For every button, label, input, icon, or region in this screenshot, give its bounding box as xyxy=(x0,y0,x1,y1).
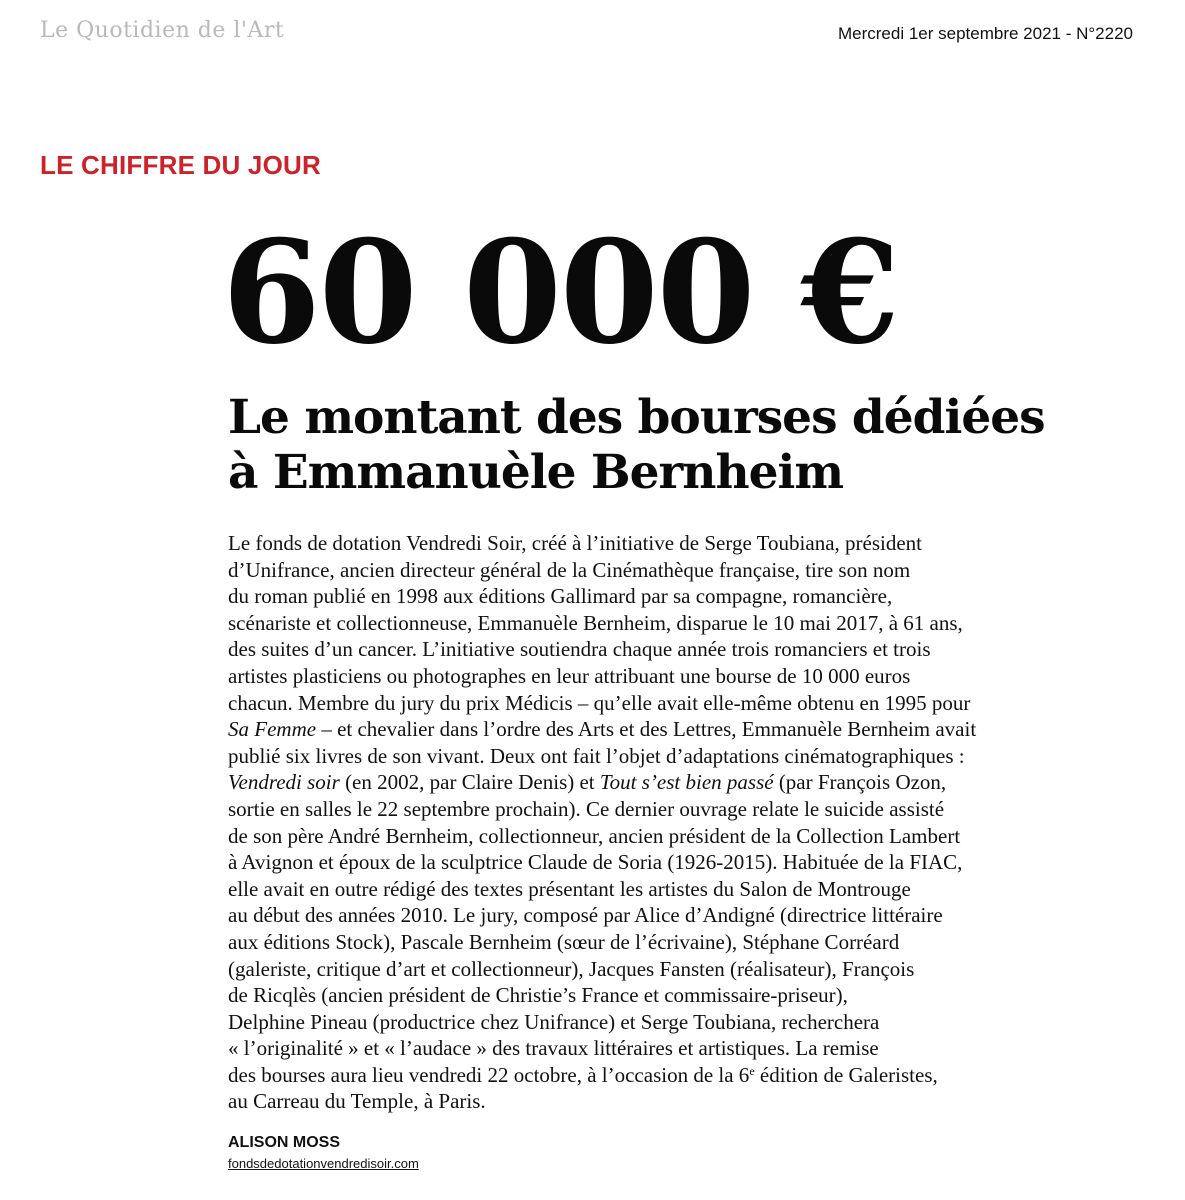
headline-line-1: Le montant des bourses dédiées xyxy=(228,390,1045,445)
body-line-15: au début des années 2010. Le jury, composé par Alice d’Andigné (directrice littéraire xyxy=(228,903,943,928)
body-line-16: aux éditions Stock), Pascale Bernheim (sœur de l’écrivaine), Stéphane Corréard xyxy=(228,929,900,954)
book-title-tout-sest-bien-passe: Tout s’est bien passé xyxy=(599,770,774,795)
headline xyxy=(228,390,1128,500)
book-title-sa-femme: Sa Femme xyxy=(228,717,317,742)
body-line-19: Delphine Pineau (productrice chez Unifrance) et Serge Toubiana, recherchera xyxy=(228,1009,880,1034)
body-line-10-mid: (en 2002, par Claire Denis) et xyxy=(339,770,600,795)
body-line-21 xyxy=(228,1062,1128,1089)
issue-info: Mercredi 1er septembre 2021 - N°2220 xyxy=(837,24,1133,43)
body-line-7: chacun. Membre du jury du prix Médicis – qu’elle avait elle-même obtenu en 1995 pour xyxy=(228,690,971,715)
body-line-5: des suites d’un cancer. L’initiative soutiendra chaque année trois romanciers et trois xyxy=(228,637,931,662)
body-line-10-end: (par François Ozon, xyxy=(773,770,947,795)
body-line-12: de son père André Bernheim, collectionneur, ancien président de la Collection Lambert xyxy=(228,823,961,848)
body-line-9: publié six livres de son vivant. Deux ont fait l’objet d’adaptations cinématographiques : xyxy=(228,743,965,768)
body-line-11: sortie en salles le 22 septembre prochain). Ce dernier ouvrage relate le suicide assisté xyxy=(228,796,945,821)
masthead: Le Quotidien de l'Art xyxy=(40,18,285,43)
body-line-3: du roman publié en 1998 aux éditions Gallimard par sa compagne, romancière, xyxy=(228,584,893,609)
body-line-6: artistes plasticiens ou photographes en leur attribuant une bourse de 10 000 euros xyxy=(228,663,911,688)
ordinal-suffix: e xyxy=(749,1063,755,1078)
section-label: LE CHIFFRE DU JOUR xyxy=(40,150,321,180)
body-line-10 xyxy=(228,769,1128,796)
body-line-2: d’Unifrance, ancien directeur général de la Cinémathèque française, tire son nom xyxy=(228,557,911,582)
body-line-20: « l’originalité » et « l’audace » des travaux littéraires et artistiques. La remise xyxy=(228,1036,879,1061)
headline-line-2: à Emmanuèle Bernheim xyxy=(228,445,844,500)
book-title-vendredi-soir: Vendredi soir xyxy=(228,770,340,795)
body-line-8-rest: – et chevalier dans l’ordre des Arts et des Lettres, Emmanuèle Bernheim avait xyxy=(316,717,977,742)
big-number: 60 000 € xyxy=(222,210,898,376)
body-line-21-start: des bourses aura lieu vendredi 22 octobre, à l’occasion de la 6 xyxy=(228,1062,750,1087)
body-line-4: scénariste et collectionneuse, Emmanuèle Bernheim, disparue le 10 mai 2017, à 61 ans, xyxy=(228,610,963,635)
article-body xyxy=(228,530,1128,1115)
body-line-21-end: édition de Galeristes, xyxy=(754,1062,938,1087)
body-line-1: Le fonds de dotation Vendredi Soir, créé à l’initiative de Serge Toubiana, président xyxy=(228,531,922,555)
website-link[interactable]: fondsdedotationvendredisoir.com xyxy=(228,1156,419,1171)
body-line-18: de Ricqlès (ancien président de Christie’s France et commissaire-priseur), xyxy=(228,983,848,1008)
author-byline: ALISON MOSS xyxy=(228,1134,341,1151)
body-line-14: elle avait en outre rédigé des textes présentant les artistes du Salon de Montrouge xyxy=(228,876,911,901)
body-line-8 xyxy=(228,716,1128,743)
body-line-13: à Avignon et époux de la sculptrice Claude de Soria (1926-2015). Habituée de la FIAC, xyxy=(228,850,963,875)
body-line-17: (galeriste, critique d’art et collectionneur), Jacques Fansten (réalisateur), François xyxy=(228,956,915,981)
body-line-22: au Carreau du Temple, à Paris. xyxy=(228,1089,486,1114)
